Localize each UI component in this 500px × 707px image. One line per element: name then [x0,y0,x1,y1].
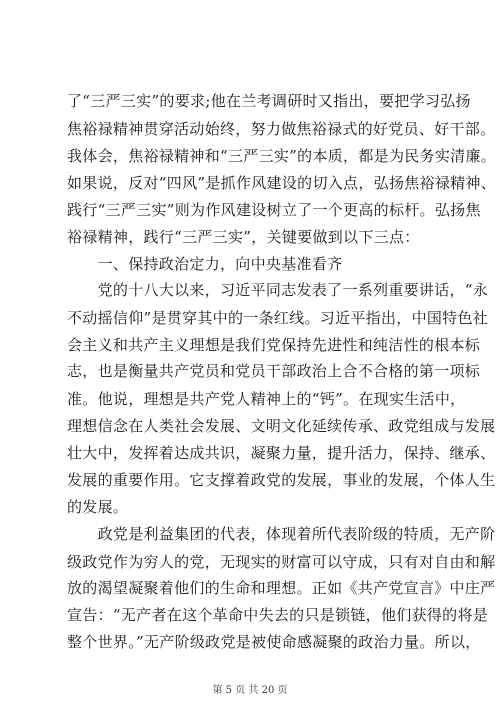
text-line: 裕禄精神，践行“三严三实”，关键要做到以下三点： [67,228,420,246]
text-line: 我体会，焦裕禄精神和“三严三实”的本质，都是为民务实清廉。 [67,147,497,165]
text-line: 发展的重要作用。它支撑着政党的发展，事业的发展，个体人生 [67,471,496,489]
text-line: 宣告：“无产者在这个革命中失去的只是锁链，他们获得的将是 [67,606,489,624]
text-line: 党的十八大以来，习近平同志发表了一系列重要讲话，“永 [67,281,489,299]
text-line: 准。他说，理想是共产党人精神上的“钙”。在现实生活中， [67,390,466,408]
text-line: 志，也是衡量共产党员和党员干部政治上合不合格的第一项标 [67,362,481,380]
text-line: 如果说，反对“四风”是抓作风建设的切入点，弘扬焦裕禄精神、 [67,174,497,192]
page-number-footer: 第 5 页 共 20 页 [212,685,288,696]
text-line: 会主义和共产主义理想是我们党保持先进性和纯洁性的根本标 [67,336,481,354]
text-line: 践行“三严三实”则为作风建设树立了一个更高的标杆。弘扬焦 [67,201,481,219]
text-line: 整个世界。”无产阶级政党是被使命感凝聚的政治力量。所以， [67,633,481,651]
text-line: 不动摇信仰”是贯穿其中的一条红线。习近平指出，中国特色社 [67,309,489,327]
text-line: 的发展。 [67,498,129,516]
text-line: 壮大中，发挥着达成共识，凝聚力量，提升活力，保持、继承、 [67,444,496,462]
section-heading: 一、保持政治定力，向中央基准看齐 [67,255,343,273]
text-line: 理想信念在人类社会发展、文明文化延续传承、政党组成与发展 [67,417,496,435]
text-line: 放的渴望凝聚着他们的生命和理想。正如《共产党宣言》中庄严 [67,579,496,597]
text-line: 级政党作为穷人的党，无现实的财富可以守成，只有对自由和解 [67,553,496,571]
text-line: 焦裕禄精神贯穿活动始终，努力做焦裕禄式的好党员、好干部。 [67,120,496,138]
text-line: 政党是利益集团的代表，体现着所代表阶级的特质，无产阶 [67,525,496,543]
text-line: 了“三严三实”的要求;他在兰考调研时又指出，要把学习弘扬 [67,92,471,110]
